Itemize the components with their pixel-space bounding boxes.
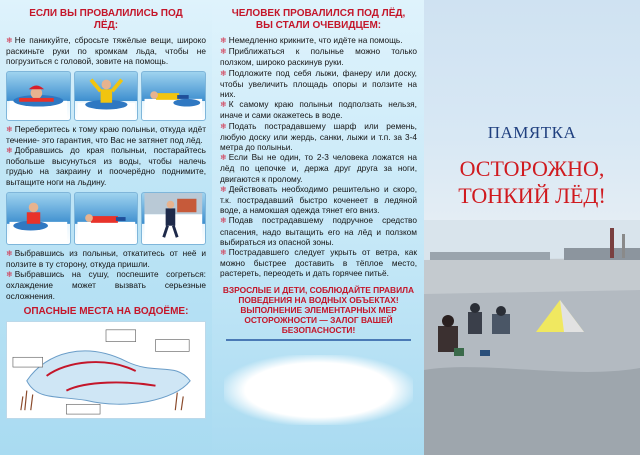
- paragraph: ❄ Переберитесь к тому краю полыньи, откуда идёт течение- это гарантия, что Вас не затянет под лёд.: [6, 123, 206, 145]
- snowflake-icon: ❄: [220, 216, 227, 226]
- snowflake-icon: ❄: [6, 270, 13, 280]
- divider: [226, 339, 411, 341]
- snowflake-icon: ❄: [220, 36, 227, 45]
- headline: [424, 155, 640, 209]
- paragraph: ❄ Подав пострадавшему подручное средство спасения, надо вытащить его на лёд и ползком выбираться из опасной зоны.: [220, 215, 417, 247]
- snowflake-icon: ❄: [220, 68, 227, 78]
- cover-panel: [424, 0, 640, 455]
- paragraph: ❄ Выбравшись из полыньи, откатитесь от неё и ползите в ту сторону, откуда пришли.: [6, 247, 206, 270]
- headline-line-1: ОСТОРОЖНО,: [459, 156, 605, 181]
- winter-fishing-photo: [424, 220, 640, 455]
- dangerous-places-diagram: [6, 321, 206, 419]
- snowflake-icon: ❄: [220, 153, 227, 163]
- section-title-witness: ЧЕЛОВЕК ПРОВАЛИЛСЯ ПОД ЛЁД, ВЫ СТАЛИ ОЧЕВИДЦЕМ:: [231, 8, 406, 31]
- paragraph: ❄ Выбравшись на сушу, поспешите согреться: охлаждение может вызвать серьезные осложнения.: [6, 269, 206, 301]
- paragraph: ❄ Пострадавшего следует укрыть от ветра, как можно быстрее доставить в тёплое место, растереть, переодеть и дать горячее питьё.: [220, 247, 417, 279]
- safety-warning: ВЗРОСЛЫЕ И ДЕТИ, СОБЛЮДАЙТЕ ПРАВИЛА ПОВЕДЕНИЯ НА ВОДНЫХ ОБЪЕКТАХ! ВЫПОЛНЕНИЕ ЭЛЕМЕНТАРНЫХ МЕР ОСТОРОЖНОСТИ — ЗАЛОГ ВАШЕЙ БЕЗОПАСНОСТИ!: [222, 284, 415, 335]
- snowflake-icon: ❄: [220, 47, 227, 57]
- section-title-dangerous-places: ОПАСНЫЕ МЕСТА НА ВОДОЁМЕ:: [23, 305, 189, 317]
- paragraph: ❄ Добравшись до края полыньи, постарайтесь побольше высунуться из воды, чтобы налечь грудью на закраину и поочерёдно поднимите, вытащите ноги на льдину.: [6, 145, 206, 187]
- snowflake-icon: ❄: [220, 248, 227, 258]
- snowflake-icon: ❄: [220, 121, 227, 131]
- illustration-calling-help: [74, 71, 139, 121]
- illustration-crawling: [74, 192, 139, 245]
- paragraph: ❄ Если Вы не один, то 2-3 человека ложатся на лёд по цепочке и, держа друг друга за ноги, двигаются к пролому.: [220, 152, 417, 184]
- paragraph: ❄ Подать пострадавшему шарф или ремень, любую доску или жердь, санки, лыжи и т.п. за 3-4 метра до полыньи.: [220, 120, 417, 153]
- section-title-fell-through-ice: ЕСЛИ ВЫ ПРОВАЛИЛИСЬ ПОД ЛЁД:: [29, 8, 183, 31]
- memo-label: ПАМЯТКА: [487, 123, 577, 142]
- rescue-yourself-panel: [0, 0, 212, 455]
- snowflake-icon: ❄: [6, 146, 13, 156]
- help-others-panel: [212, 0, 424, 455]
- paragraph: ❄ Не паникуйте, сбросьте тяжёлые вещи, широко раскиньте руки по кромкам льда, чтобы не погрузиться с головой, зовите на помощь.: [6, 35, 206, 67]
- paragraph: ❄ Подложите под себя лыжи, фанеру или доску, чтобы увеличить площадь опоры и ползите на них.: [220, 67, 417, 100]
- paragraph: ❄ Действовать необходимо решительно и скоро, т.к. пострадавший быстро коченеет в ледяной воде, а намокшая одежда тянет его вниз.: [220, 183, 417, 216]
- paragraph: ❄ Немедленно крикните, что идёте на помощь.: [220, 35, 403, 45]
- illustration-walking-to-shore: [141, 192, 206, 245]
- illustration-person-in-water: [6, 71, 71, 121]
- paragraph: ❄ Приближаться к полынье можно только ползком, широко раскинув руки.: [220, 46, 417, 68]
- snowflake-icon: ❄: [220, 184, 227, 194]
- illustration-rolling-away: [6, 192, 71, 245]
- illustration-row-2: [6, 192, 206, 245]
- snowflake-icon: ❄: [220, 100, 227, 110]
- snowflake-icon: ❄: [6, 248, 13, 258]
- illustration-row-1: [6, 71, 206, 121]
- illustration-climbing-out: [141, 71, 206, 121]
- blank-area: [224, 355, 413, 425]
- headline-line-2: ТОНКИЙ ЛЁД!: [458, 183, 606, 208]
- snowflake-icon: ❄: [6, 124, 13, 134]
- paragraph: ❄ К самому краю полыньи подползать нельзя, иначе и сами окажетесь в воде.: [220, 99, 417, 121]
- snowflake-icon: ❄: [6, 36, 13, 45]
